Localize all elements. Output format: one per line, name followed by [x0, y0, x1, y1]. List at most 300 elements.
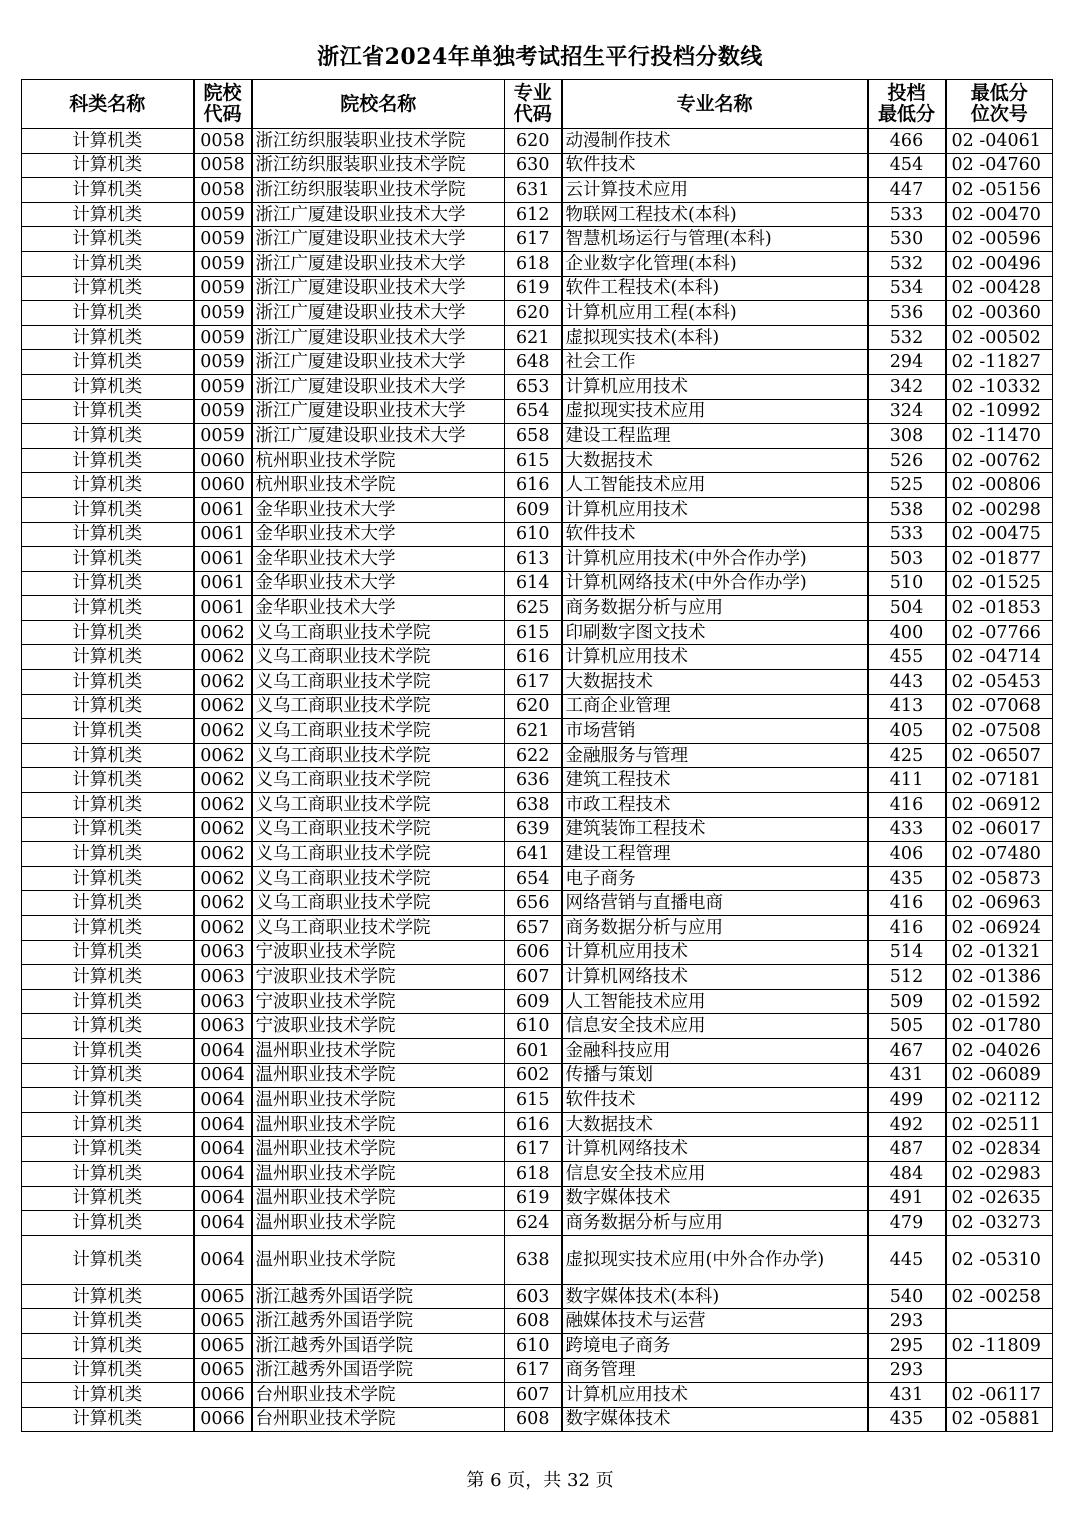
school-code-cell: 0062: [194, 793, 252, 818]
min-score-cell: 487: [868, 1137, 946, 1162]
school-name-cell: 浙江广厦建设职业技术大学: [252, 350, 505, 375]
min-rank-cell: 02 -07480: [946, 842, 1053, 867]
major-name-cell: 建筑装饰工程技术: [562, 817, 868, 842]
school-name-cell: 义乌工商职业技术学院: [252, 719, 505, 744]
major-code-cell: 654: [505, 866, 562, 891]
school-name-cell: 浙江广厦建设职业技术大学: [252, 374, 505, 399]
table-row: [22, 1038, 1053, 1063]
min-score-cell: 533: [868, 522, 946, 547]
table-row: [22, 276, 1053, 301]
table-row: [22, 989, 1053, 1014]
min-rank-cell: [946, 1358, 1053, 1383]
major-name-cell: 数字媒体技术: [562, 1407, 868, 1432]
min-rank-cell: 02 -01525: [946, 571, 1053, 596]
category-cell: 计算机类: [22, 1235, 194, 1284]
min-score-cell: 411: [868, 768, 946, 793]
major-name-cell: 印刷数字图文技术: [562, 620, 868, 645]
major-name-cell: 计算机网络技术(中外合作办学): [562, 571, 868, 596]
min-score-cell: 293: [868, 1309, 946, 1334]
category-cell: 计算机类: [22, 1088, 194, 1113]
major-name-cell: 软件技术: [562, 153, 868, 178]
category-cell: 计算机类: [22, 620, 194, 645]
school-code-cell: 0064: [194, 1088, 252, 1113]
min-rank-cell: 02 -00496: [946, 251, 1053, 276]
school-code-cell: 0065: [194, 1358, 252, 1383]
school-name-cell: 台州职业技术学院: [252, 1407, 505, 1432]
school-name-cell: 金华职业技术大学: [252, 596, 505, 621]
min-rank-cell: 02 -01853: [946, 596, 1053, 621]
school-code-cell: 0064: [194, 1186, 252, 1211]
school-name-cell: 宁波职业技术学院: [252, 940, 505, 965]
min-rank-cell: 02 -04026: [946, 1038, 1053, 1063]
major-code-cell: 617: [505, 670, 562, 695]
major-code-cell: 610: [505, 1333, 562, 1358]
category-cell: 计算机类: [22, 1284, 194, 1309]
major-name-cell: 智慧机场运行与管理(本科): [562, 227, 868, 252]
major-code-cell: 625: [505, 596, 562, 621]
major-name-cell: 物联网工程技术(本科): [562, 202, 868, 227]
min-rank-cell: 02 -05873: [946, 866, 1053, 891]
table-row: [22, 178, 1053, 203]
min-rank-cell: 02 -00258: [946, 1284, 1053, 1309]
min-score-cell: 479: [868, 1211, 946, 1236]
major-name-cell: 计算机应用技术: [562, 374, 868, 399]
school-name-cell: 义乌工商职业技术学院: [252, 891, 505, 916]
page-title: 浙江省2024年单独考试招生平行投档分数线: [317, 44, 763, 70]
school-code-cell: 0064: [194, 1038, 252, 1063]
major-name-cell: 虚拟现实技术应用(中外合作办学): [562, 1235, 868, 1284]
category-cell: 计算机类: [22, 1309, 194, 1334]
major-name-cell: 计算机应用技术: [562, 1383, 868, 1408]
school-code-cell: 0063: [194, 940, 252, 965]
table-row: [22, 325, 1053, 350]
header-major-name: 专业名称: [562, 80, 868, 129]
table-row: [22, 1112, 1053, 1137]
min-rank-cell: 02 -00470: [946, 202, 1053, 227]
major-name-cell: 大数据技术: [562, 448, 868, 473]
category-cell: 计算机类: [22, 1137, 194, 1162]
school-name-cell: 义乌工商职业技术学院: [252, 916, 505, 941]
school-name-cell: 台州职业技术学院: [252, 1383, 505, 1408]
school-code-cell: 0064: [194, 1137, 252, 1162]
min-score-cell: 293: [868, 1358, 946, 1383]
min-rank-cell: 02 -06963: [946, 891, 1053, 916]
major-name-cell: 信息安全技术应用: [562, 1161, 868, 1186]
school-code-cell: 0062: [194, 916, 252, 941]
header-major-code: 专业 代码: [505, 80, 562, 129]
major-code-cell: 636: [505, 768, 562, 793]
school-name-cell: 金华职业技术大学: [252, 571, 505, 596]
min-rank-cell: 02 -01592: [946, 989, 1053, 1014]
min-rank-cell: 02 -01877: [946, 547, 1053, 572]
school-code-cell: 0062: [194, 891, 252, 916]
school-code-cell: 0059: [194, 374, 252, 399]
min-rank-cell: 02 -02983: [946, 1161, 1053, 1186]
category-cell: 计算机类: [22, 842, 194, 867]
major-name-cell: 工商企业管理: [562, 694, 868, 719]
school-name-cell: 义乌工商职业技术学院: [252, 743, 505, 768]
category-cell: 计算机类: [22, 399, 194, 424]
table-row: [22, 227, 1053, 252]
major-code-cell: 608: [505, 1309, 562, 1334]
min-score-cell: 295: [868, 1333, 946, 1358]
major-code-cell: 615: [505, 1088, 562, 1113]
min-score-cell: 406: [868, 842, 946, 867]
major-code-cell: 612: [505, 202, 562, 227]
table-row: [22, 793, 1053, 818]
major-name-cell: 大数据技术: [562, 1112, 868, 1137]
major-name-cell: 商务管理: [562, 1358, 868, 1383]
school-code-cell: 0063: [194, 965, 252, 990]
header-school-name: 院校名称: [252, 80, 505, 129]
school-name-cell: 金华职业技术大学: [252, 547, 505, 572]
major-code-cell: 616: [505, 645, 562, 670]
school-code-cell: 0064: [194, 1211, 252, 1236]
min-score-cell: 416: [868, 793, 946, 818]
school-name-cell: 浙江广厦建设职业技术大学: [252, 276, 505, 301]
table-row: [22, 620, 1053, 645]
school-code-cell: 0062: [194, 743, 252, 768]
major-code-cell: 609: [505, 989, 562, 1014]
major-name-cell: 商务数据分析与应用: [562, 1211, 868, 1236]
school-name-cell: 浙江广厦建设职业技术大学: [252, 325, 505, 350]
school-code-cell: 0062: [194, 768, 252, 793]
major-name-cell: 数字媒体技术: [562, 1186, 868, 1211]
school-code-cell: 0059: [194, 227, 252, 252]
min-score-cell: 532: [868, 325, 946, 350]
category-cell: 计算机类: [22, 743, 194, 768]
category-cell: 计算机类: [22, 989, 194, 1014]
table-row: [22, 891, 1053, 916]
school-name-cell: 浙江纺织服装职业技术学院: [252, 178, 505, 203]
major-name-cell: 软件技术: [562, 522, 868, 547]
category-cell: 计算机类: [22, 768, 194, 793]
major-name-cell: 软件工程技术(本科): [562, 276, 868, 301]
category-cell: 计算机类: [22, 940, 194, 965]
major-name-cell: 企业数字化管理(本科): [562, 251, 868, 276]
school-code-cell: 0058: [194, 153, 252, 178]
major-code-cell: 658: [505, 424, 562, 449]
category-cell: 计算机类: [22, 670, 194, 695]
table-row: [22, 1235, 1053, 1284]
min-rank-cell: 02 -00596: [946, 227, 1053, 252]
major-code-cell: 609: [505, 497, 562, 522]
school-code-cell: 0059: [194, 399, 252, 424]
major-code-cell: 621: [505, 719, 562, 744]
category-cell: 计算机类: [22, 1383, 194, 1408]
school-code-cell: 0061: [194, 497, 252, 522]
major-name-cell: 计算机网络技术: [562, 1137, 868, 1162]
major-code-cell: 606: [505, 940, 562, 965]
min-score-cell: 526: [868, 448, 946, 473]
table-row: [22, 1211, 1053, 1236]
category-cell: 计算机类: [22, 817, 194, 842]
school-name-cell: 义乌工商职业技术学院: [252, 670, 505, 695]
school-name-cell: 义乌工商职业技术学院: [252, 817, 505, 842]
table-row: [22, 153, 1053, 178]
min-rank-cell: 02 -01386: [946, 965, 1053, 990]
school-code-cell: 0058: [194, 178, 252, 203]
min-rank-cell: 02 -10332: [946, 374, 1053, 399]
major-code-cell: 630: [505, 153, 562, 178]
school-code-cell: 0064: [194, 1063, 252, 1088]
table-row: [22, 1309, 1053, 1334]
table-row: [22, 940, 1053, 965]
school-code-cell: 0059: [194, 251, 252, 276]
min-rank-cell: 02 -11809: [946, 1333, 1053, 1358]
major-code-cell: 638: [505, 793, 562, 818]
major-code-cell: 608: [505, 1407, 562, 1432]
min-score-cell: 324: [868, 399, 946, 424]
category-cell: 计算机类: [22, 645, 194, 670]
header-school-code: 院校 代码: [194, 80, 252, 129]
min-rank-cell: 02 -02834: [946, 1137, 1053, 1162]
min-score-cell: 536: [868, 301, 946, 326]
min-rank-cell: 02 -05453: [946, 670, 1053, 695]
category-cell: 计算机类: [22, 129, 194, 154]
school-code-cell: 0064: [194, 1235, 252, 1284]
major-name-cell: 市场营销: [562, 719, 868, 744]
school-name-cell: 温州职业技术学院: [252, 1088, 505, 1113]
major-name-cell: 市政工程技术: [562, 793, 868, 818]
table-row: [22, 1186, 1053, 1211]
table-body: [22, 129, 1053, 1432]
major-code-cell: 641: [505, 842, 562, 867]
school-code-cell: 0066: [194, 1383, 252, 1408]
table-row: [22, 522, 1053, 547]
table-row: [22, 1284, 1053, 1309]
min-score-cell: 425: [868, 743, 946, 768]
major-name-cell: 动漫制作技术: [562, 129, 868, 154]
major-name-cell: 社会工作: [562, 350, 868, 375]
school-name-cell: 浙江广厦建设职业技术大学: [252, 424, 505, 449]
min-rank-cell: 02 -02511: [946, 1112, 1053, 1137]
category-cell: 计算机类: [22, 1358, 194, 1383]
school-code-cell: 0064: [194, 1161, 252, 1186]
min-rank-cell: 02 -04061: [946, 129, 1053, 154]
header-min-score: 投档 最低分: [868, 80, 946, 129]
min-rank-cell: 02 -11827: [946, 350, 1053, 375]
table-row: [22, 547, 1053, 572]
major-name-cell: 计算机应用技术: [562, 497, 868, 522]
school-name-cell: 宁波职业技术学院: [252, 1014, 505, 1039]
min-score-cell: 431: [868, 1383, 946, 1408]
table-row: [22, 1333, 1053, 1358]
category-cell: 计算机类: [22, 227, 194, 252]
school-code-cell: 0060: [194, 473, 252, 498]
major-name-cell: 计算机网络技术: [562, 965, 868, 990]
table-row: [22, 424, 1053, 449]
major-code-cell: 607: [505, 965, 562, 990]
min-rank-cell: 02 -01321: [946, 940, 1053, 965]
major-code-cell: 619: [505, 276, 562, 301]
min-rank-cell: 02 -04714: [946, 645, 1053, 670]
min-rank-cell: 02 -06017: [946, 817, 1053, 842]
school-code-cell: 0062: [194, 694, 252, 719]
min-rank-cell: 02 -02635: [946, 1186, 1053, 1211]
min-score-cell: 466: [868, 129, 946, 154]
school-code-cell: 0062: [194, 817, 252, 842]
table-row: [22, 1358, 1053, 1383]
table-row: [22, 1137, 1053, 1162]
category-cell: 计算机类: [22, 473, 194, 498]
min-score-cell: 416: [868, 891, 946, 916]
major-code-cell: 616: [505, 1112, 562, 1137]
major-code-cell: 603: [505, 1284, 562, 1309]
major-name-cell: 建设工程监理: [562, 424, 868, 449]
school-name-cell: 杭州职业技术学院: [252, 448, 505, 473]
school-name-cell: 金华职业技术大学: [252, 497, 505, 522]
min-score-cell: 514: [868, 940, 946, 965]
category-cell: 计算机类: [22, 424, 194, 449]
major-code-cell: 631: [505, 178, 562, 203]
min-rank-cell: 02 -06912: [946, 793, 1053, 818]
major-code-cell: 619: [505, 1186, 562, 1211]
min-rank-cell: 02 -10992: [946, 399, 1053, 424]
school-name-cell: 浙江越秀外国语学院: [252, 1309, 505, 1334]
header-category: 科类名称: [22, 80, 194, 129]
min-score-cell: 294: [868, 350, 946, 375]
category-cell: 计算机类: [22, 522, 194, 547]
min-rank-cell: 02 -00428: [946, 276, 1053, 301]
school-name-cell: 浙江越秀外国语学院: [252, 1284, 505, 1309]
min-score-cell: 499: [868, 1088, 946, 1113]
header-row: [22, 80, 1053, 129]
min-score-cell: 492: [868, 1112, 946, 1137]
major-name-cell: 大数据技术: [562, 670, 868, 695]
table-row: [22, 129, 1053, 154]
category-cell: 计算机类: [22, 325, 194, 350]
school-name-cell: 温州职业技术学院: [252, 1161, 505, 1186]
score-table: [21, 79, 1053, 1432]
school-code-cell: 0062: [194, 866, 252, 891]
min-rank-cell: 02 -02112: [946, 1088, 1053, 1113]
category-cell: 计算机类: [22, 178, 194, 203]
major-code-cell: 601: [505, 1038, 562, 1063]
table-row: [22, 202, 1053, 227]
school-name-cell: 义乌工商职业技术学院: [252, 620, 505, 645]
min-score-cell: 512: [868, 965, 946, 990]
school-name-cell: 浙江广厦建设职业技术大学: [252, 301, 505, 326]
min-rank-cell: 02 -06117: [946, 1383, 1053, 1408]
table-row: [22, 768, 1053, 793]
major-name-cell: 网络营销与直播电商: [562, 891, 868, 916]
major-code-cell: 620: [505, 301, 562, 326]
school-code-cell: 0066: [194, 1407, 252, 1432]
school-code-cell: 0062: [194, 670, 252, 695]
min-rank-cell: 02 -00298: [946, 497, 1053, 522]
category-cell: 计算机类: [22, 547, 194, 572]
category-cell: 计算机类: [22, 202, 194, 227]
major-code-cell: 613: [505, 547, 562, 572]
min-score-cell: 532: [868, 251, 946, 276]
major-name-cell: 软件技术: [562, 1088, 868, 1113]
major-code-cell: 620: [505, 129, 562, 154]
major-code-cell: 620: [505, 694, 562, 719]
category-cell: 计算机类: [22, 866, 194, 891]
school-name-cell: 义乌工商职业技术学院: [252, 866, 505, 891]
min-score-cell: 467: [868, 1038, 946, 1063]
min-score-cell: 540: [868, 1284, 946, 1309]
school-name-cell: 温州职业技术学院: [252, 1112, 505, 1137]
major-name-cell: 金融服务与管理: [562, 743, 868, 768]
school-name-cell: 浙江广厦建设职业技术大学: [252, 399, 505, 424]
table-row: [22, 866, 1053, 891]
min-score-cell: 534: [868, 276, 946, 301]
min-rank-cell: 02 -04760: [946, 153, 1053, 178]
major-name-cell: 传播与策划: [562, 1063, 868, 1088]
school-name-cell: 义乌工商职业技术学院: [252, 768, 505, 793]
min-rank-cell: 02 -07181: [946, 768, 1053, 793]
school-code-cell: 0062: [194, 842, 252, 867]
school-code-cell: 0062: [194, 620, 252, 645]
major-code-cell: 639: [505, 817, 562, 842]
major-code-cell: 618: [505, 1161, 562, 1186]
min-score-cell: 445: [868, 1235, 946, 1284]
school-name-cell: 金华职业技术大学: [252, 522, 505, 547]
table-row: [22, 694, 1053, 719]
min-score-cell: 454: [868, 153, 946, 178]
table-row: [22, 817, 1053, 842]
category-cell: 计算机类: [22, 251, 194, 276]
category-cell: 计算机类: [22, 1063, 194, 1088]
major-code-cell: 624: [505, 1211, 562, 1236]
category-cell: 计算机类: [22, 1112, 194, 1137]
major-name-cell: 计算机应用工程(本科): [562, 301, 868, 326]
major-code-cell: 602: [505, 1063, 562, 1088]
category-cell: 计算机类: [22, 497, 194, 522]
school-code-cell: 0059: [194, 202, 252, 227]
category-cell: 计算机类: [22, 1161, 194, 1186]
school-name-cell: 温州职业技术学院: [252, 1063, 505, 1088]
min-rank-cell: 02 -11470: [946, 424, 1053, 449]
min-rank-cell: [946, 1309, 1053, 1334]
major-name-cell: 商务数据分析与应用: [562, 916, 868, 941]
school-code-cell: 0059: [194, 325, 252, 350]
category-cell: 计算机类: [22, 916, 194, 941]
major-name-cell: 云计算技术应用: [562, 178, 868, 203]
min-score-cell: 455: [868, 645, 946, 670]
major-name-cell: 融媒体技术与运营: [562, 1309, 868, 1334]
min-rank-cell: 02 -07508: [946, 719, 1053, 744]
category-cell: 计算机类: [22, 1014, 194, 1039]
table-row: [22, 374, 1053, 399]
table-row: [22, 743, 1053, 768]
table-row: [22, 670, 1053, 695]
table-row: [22, 251, 1053, 276]
min-rank-cell: 02 -06089: [946, 1063, 1053, 1088]
major-name-cell: 建筑工程技术: [562, 768, 868, 793]
major-code-cell: 638: [505, 1235, 562, 1284]
min-rank-cell: 02 -05156: [946, 178, 1053, 203]
table-row: [22, 473, 1053, 498]
major-code-cell: 654: [505, 399, 562, 424]
min-score-cell: 533: [868, 202, 946, 227]
major-code-cell: 648: [505, 350, 562, 375]
min-score-cell: 509: [868, 989, 946, 1014]
major-name-cell: 数字媒体技术(本科): [562, 1284, 868, 1309]
school-code-cell: 0061: [194, 547, 252, 572]
min-rank-cell: 02 -00360: [946, 301, 1053, 326]
min-rank-cell: 02 -00806: [946, 473, 1053, 498]
category-cell: 计算机类: [22, 276, 194, 301]
min-rank-cell: 02 -01780: [946, 1014, 1053, 1039]
category-cell: 计算机类: [22, 153, 194, 178]
category-cell: 计算机类: [22, 891, 194, 916]
min-score-cell: 443: [868, 670, 946, 695]
header-min-rank: 最低分 位次号: [946, 80, 1053, 129]
major-code-cell: 622: [505, 743, 562, 768]
